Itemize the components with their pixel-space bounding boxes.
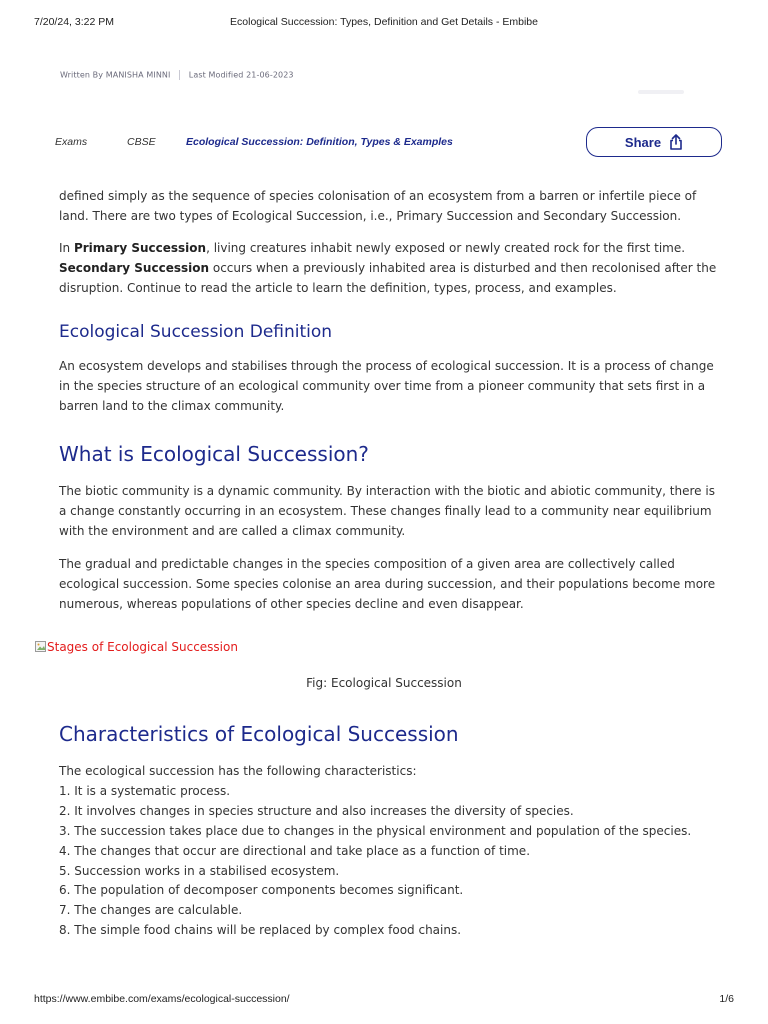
characteristics-heading: Characteristics of Ecological Succession [59, 722, 459, 746]
figure-image-link[interactable] [35, 640, 238, 654]
breadcrumb-cbse[interactable]: CBSE [127, 136, 156, 148]
list-item: 4. The changes that occur are directional and take place as a function of time. [59, 843, 531, 858]
share-icon [669, 134, 683, 150]
list-item: 1. It is a systematic process. [59, 783, 231, 798]
intro-paragraph: defined simply as the sequence of species colonisation of an ecosystem from a barren or infertile piece of land. There are two types of Ecological Succession, i.e., Primary Succession and Secondary Succession. [59, 189, 697, 223]
share-label: Share [624, 134, 662, 150]
list-item: 2. It involves changes in species structure and also increases the diversity of species. [59, 803, 574, 818]
list-item: 7. The changes are calculable. [59, 903, 243, 918]
list-item: 5. Succession works in a stabilised ecosystem. [59, 863, 340, 878]
figure-alt-text: Stages of Ecological Succession [47, 640, 238, 654]
broken-image-icon [35, 641, 47, 653]
article-meta [60, 70, 294, 80]
share-button[interactable] [586, 127, 722, 157]
figure-caption: Fig: Ecological Succession [306, 676, 462, 690]
breadcrumb-exams[interactable]: Exams [55, 136, 88, 148]
characteristics-intro: The ecological succession has the following characteristics: [59, 764, 417, 778]
succession-types-paragraph: In Primary Succession, living creatures inhabit newly exposed or newly created rock for the first time. Secondary Succession occurs when a previously inhabited area is disturbed and then recolonised after the disruption. Continue to read the article to learn the definition, types, process, and examples. [59, 241, 717, 295]
print-datetime: 7/20/24, 3:22 PM [34, 16, 114, 28]
secondary-succession-term: Secondary Succession [59, 261, 210, 275]
print-page-title: Ecological Succession: Types, Definition and Get Details - Embibe [230, 16, 538, 28]
print-page-number: 1/6 [719, 993, 734, 1005]
characteristics-list [59, 762, 719, 941]
list-item: 3. The succession takes place due to changes in the physical environment and population of the species. [59, 823, 692, 838]
primary-succession-term: Primary Succession [73, 241, 207, 255]
what-is-paragraph-1: The biotic community is a dynamic community. By interaction with the biotic and abiotic community, there is a change constantly occurring in an ecosystem. These changes finally lead to a community near equilibrium with the environment and are called a climax community. [59, 484, 715, 538]
what-is-heading: What is Ecological Succession? [59, 442, 369, 466]
what-is-paragraph-2: The gradual and predictable changes in the species composition of a given area are collectively called ecological succession. Some species colonise an area during succession, and their populations become more numerous, whereas populations of other species decline and even disappear. [59, 557, 716, 611]
last-modified-label: Last Modified [188, 70, 244, 80]
list-item: 8. The simple food chains will be replaced by complex food chains. [59, 923, 462, 938]
definition-paragraph: An ecosystem develops and stabilises through the process of ecological succession. It is a process of change in the species structure of an ecological community over time from a pioneer community that sets first in a barren land to the climax community. [59, 359, 714, 413]
meta-divider [179, 70, 180, 80]
last-modified-date: 21-06-2023 [246, 70, 294, 80]
written-by-label: Written By [60, 70, 104, 80]
list-item: 6. The population of decomposer components becomes significant. [59, 883, 464, 898]
print-page-url: https://www.embibe.com/exams/ecological-succession/ [34, 993, 290, 1005]
faded-placeholder [638, 90, 684, 94]
definition-heading: Ecological Succession Definition [59, 322, 333, 342]
author-name[interactable]: MANISHA MINNI [105, 70, 171, 80]
breadcrumb-current-page: Ecological Succession: Definition, Types & Examples [186, 136, 453, 148]
